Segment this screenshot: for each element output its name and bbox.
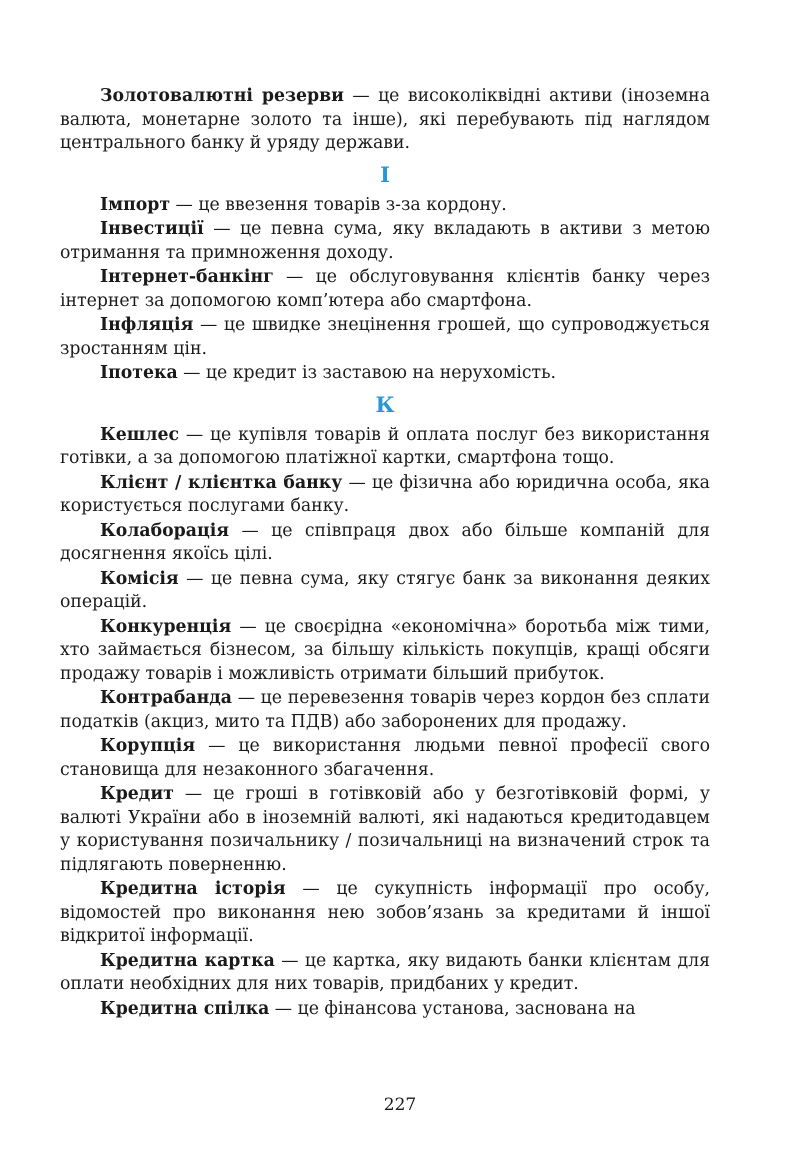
glossary-content xyxy=(60,85,710,1022)
entry-definition: — це певна сума, яку вкладають в активи з метою отримання та примноження доходу. xyxy=(60,219,710,263)
glossary-entry xyxy=(60,735,710,782)
entry-definition: — це певна сума, яку стягує банк за виконання деяких операцій. xyxy=(60,568,710,612)
glossary-entry xyxy=(60,218,710,265)
glossary-entry xyxy=(60,568,710,615)
section-letter-heading: К xyxy=(375,391,395,417)
glossary-entry xyxy=(60,783,710,877)
entry-term: Кредитна історія xyxy=(100,879,286,899)
glossary-entry xyxy=(60,616,710,687)
entry-definition: — це картка, яку видають банки клієнтам для оплати необхідних для них товарів, придбаних у кредит. xyxy=(60,950,710,994)
entry-term: Іпотека xyxy=(100,363,178,383)
entry-definition: — це кредит із заставою на нерухомість. xyxy=(177,363,556,383)
entry-definition: — це фінансова установа, заснована на xyxy=(269,998,636,1019)
page-number: 227 xyxy=(383,1095,417,1115)
glossary-entry xyxy=(60,950,710,997)
entry-definition: — це гроші в готівковій або у безготівковій формі, у валюті України або в іноземній валюті, які надаються кредитодавцем у користування позичальнику / позичальниці на визначений строк та підлягають поверненню. xyxy=(60,784,710,875)
entry-definition: — це ввезення товарів з-за кордону. xyxy=(170,194,507,215)
glossary-entry xyxy=(60,266,710,313)
glossary-entry xyxy=(60,314,710,361)
glossary-entry xyxy=(60,362,710,386)
entry-definition: — це використання людьми певної професії свого становища для незаконного збагачення. xyxy=(60,736,710,780)
entry-term: Золотовалютні резерви xyxy=(100,86,344,106)
entry-term: Кредит xyxy=(100,784,174,804)
entry-term: Корупція xyxy=(100,736,196,756)
glossary-entry xyxy=(60,194,710,218)
entry-term: Імпорт xyxy=(100,194,171,215)
entry-definition: — це фізична або юридична особа, яка користується послугами банку. xyxy=(60,472,710,516)
entry-term: Інфляція xyxy=(100,315,194,335)
entry-definition: — це купівля товарів й оплата послуг без використання готівки, а за допомогою платіжної картки, смартфона тощо. xyxy=(60,424,710,468)
entry-term: Конкуренція xyxy=(100,616,232,637)
glossary-entry xyxy=(60,878,710,949)
glossary-entry xyxy=(60,520,710,567)
entry-definition: — це своєрідна «економічна» боротьба між тими, хто займається бізнесом, за більшу кількість покупців, кращі обсяги продажу товарів і можливість отримати більший прибуток. xyxy=(60,616,710,684)
entry-term: Колаборація xyxy=(100,520,230,541)
entry-term: Клієнт / клієнтка банку xyxy=(100,472,343,493)
entry-term: Інтернет-банкінг xyxy=(100,267,274,287)
entry-term: Контрабанда xyxy=(100,688,232,708)
glossary-entry xyxy=(60,424,710,471)
entry-term: Кешлес xyxy=(100,424,179,445)
entry-definition: — це перевезення товарів через кордон без сплати податків (акциз, мито та ПДВ) або заборонених для продажу. xyxy=(60,688,710,732)
entry-definition: — це високоліквідні активи (іноземна валюта, монетарне золото та інше), які перебувають під наглядом центрального банку й уряду держави. xyxy=(60,86,711,153)
glossary-entry xyxy=(60,998,710,1022)
entry-definition: — це швидке знецінення грошей, що супроводжується зростанням цін. xyxy=(60,315,710,359)
section-letter-heading: І xyxy=(380,161,390,187)
glossary-entry xyxy=(60,687,710,734)
entry-definition: — це сукупність інформації про особу, відомостей про виконання нею зобов’язань за кредитами й іншої відкритої інформації. xyxy=(60,879,710,946)
entry-term: Кредитна картка xyxy=(100,950,275,971)
entry-term: Кредитна спілка xyxy=(100,998,270,1019)
entry-term: Комісія xyxy=(100,568,179,589)
entry-definition: — це співпраця двох або більше компаній для досягнення якоїсь цілі. xyxy=(60,520,710,564)
entry-definition: — це обслуговування клієнтів банку через інтернет за допомогою комп’ютера або смартфона. xyxy=(60,267,710,311)
glossary-entry xyxy=(60,85,710,156)
glossary-entry xyxy=(60,472,710,519)
entry-term: Інвестиції xyxy=(100,219,204,239)
